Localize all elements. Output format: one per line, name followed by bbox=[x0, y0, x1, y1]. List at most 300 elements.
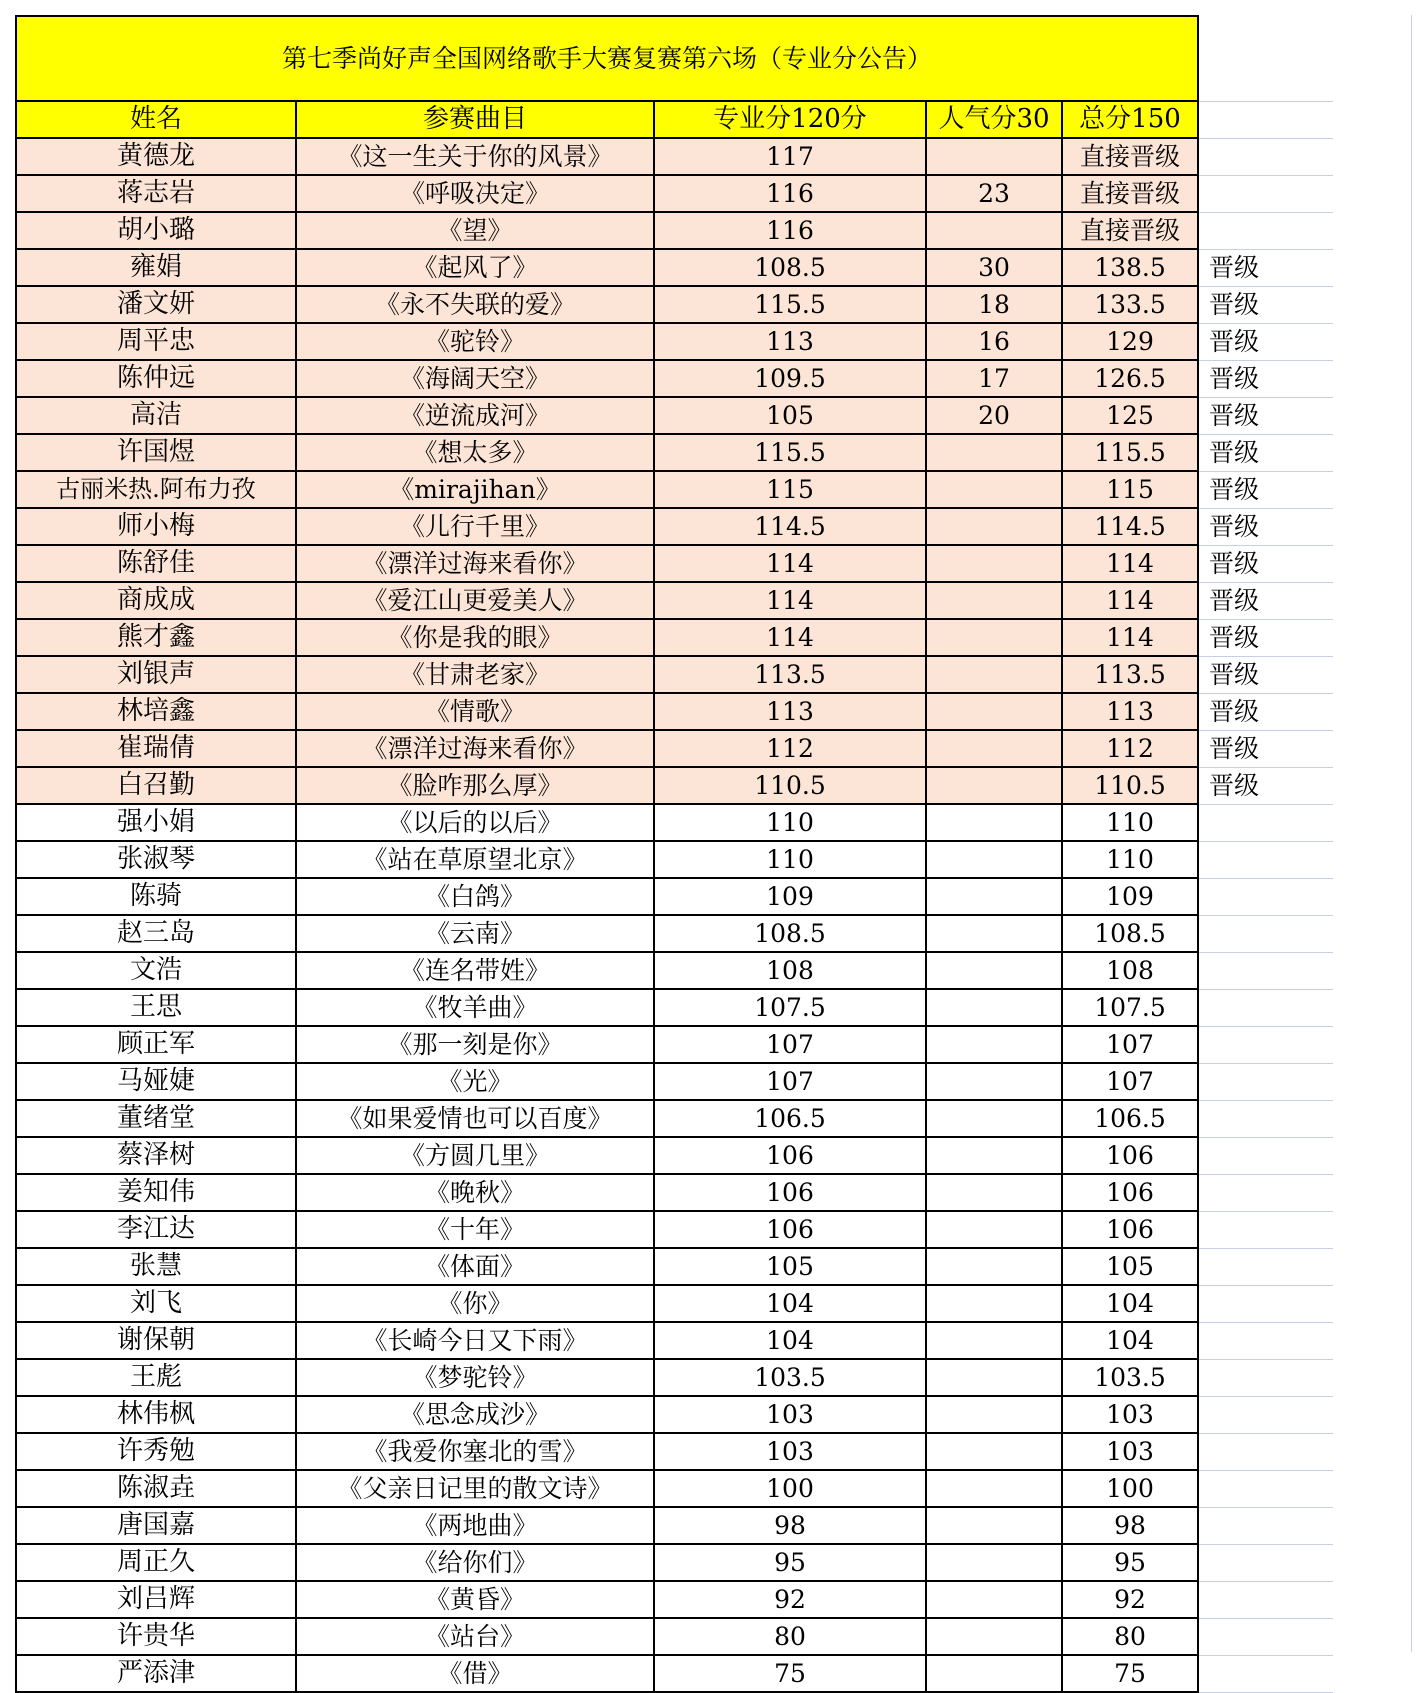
cell-popularity[interactable]: 17 bbox=[926, 360, 1062, 397]
cell-status[interactable] bbox=[1198, 915, 1333, 952]
cell-song[interactable]: 《海阔天空》 bbox=[296, 360, 654, 397]
cell-popularity[interactable] bbox=[926, 915, 1062, 952]
cell-song[interactable]: 《呼吸决定》 bbox=[296, 175, 654, 212]
cell-total[interactable]: 92 bbox=[1062, 1581, 1198, 1618]
cell-song[interactable]: 《梦驼铃》 bbox=[296, 1359, 654, 1396]
cell-total[interactable]: 107 bbox=[1062, 1026, 1198, 1063]
cell-name[interactable]: 崔瑞倩 bbox=[16, 730, 296, 767]
empty-cell[interactable] bbox=[1198, 16, 1333, 101]
cell-song[interactable]: 《儿行千里》 bbox=[296, 508, 654, 545]
cell-name[interactable]: 白召勤 bbox=[16, 767, 296, 804]
cell-total[interactable]: 104 bbox=[1062, 1285, 1198, 1322]
table-row bbox=[16, 767, 1333, 804]
cell-pro-score[interactable]: 103.5 bbox=[654, 1359, 926, 1396]
cell-total[interactable]: 113 bbox=[1062, 693, 1198, 730]
cell-popularity[interactable] bbox=[926, 989, 1062, 1026]
cell-song[interactable]: 《想太多》 bbox=[296, 434, 654, 471]
table-row bbox=[16, 1063, 1333, 1100]
cell-song[interactable]: 《情歌》 bbox=[296, 693, 654, 730]
cell-name[interactable]: 黄德龙 bbox=[16, 138, 296, 175]
cell-total[interactable]: 直接晋级 bbox=[1062, 138, 1198, 175]
cell-total[interactable]: 129 bbox=[1062, 323, 1198, 360]
table-row bbox=[16, 693, 1333, 730]
cell-status[interactable]: 晋级 bbox=[1198, 656, 1333, 693]
cell-popularity[interactable] bbox=[926, 693, 1062, 730]
cell-song[interactable]: 《两地曲》 bbox=[296, 1507, 654, 1544]
cell-pro-score[interactable]: 106.5 bbox=[654, 1100, 926, 1137]
cell-popularity[interactable] bbox=[926, 1285, 1062, 1322]
cell-total[interactable]: 114.5 bbox=[1062, 508, 1198, 545]
cell-popularity[interactable] bbox=[926, 767, 1062, 804]
cell-total[interactable]: 133.5 bbox=[1062, 286, 1198, 323]
cell-name[interactable]: 熊才鑫 bbox=[16, 619, 296, 656]
cell-total[interactable]: 114 bbox=[1062, 545, 1198, 582]
cell-popularity[interactable] bbox=[926, 545, 1062, 582]
cell-song[interactable]: 《漂洋过海来看你》 bbox=[296, 730, 654, 767]
cell-pro-score[interactable]: 109.5 bbox=[654, 360, 926, 397]
cell-name[interactable]: 刘飞 bbox=[16, 1285, 296, 1322]
cell-status[interactable]: 晋级 bbox=[1198, 619, 1333, 656]
cell-popularity[interactable] bbox=[926, 952, 1062, 989]
cell-status[interactable] bbox=[1198, 1211, 1333, 1248]
cell-name[interactable]: 张慧 bbox=[16, 1248, 296, 1285]
cell-pro-score[interactable]: 98 bbox=[654, 1507, 926, 1544]
cell-popularity[interactable] bbox=[926, 804, 1062, 841]
cell-popularity[interactable] bbox=[926, 1544, 1062, 1581]
cell-total[interactable]: 115.5 bbox=[1062, 434, 1198, 471]
cell-status[interactable]: 晋级 bbox=[1198, 767, 1333, 804]
cell-pro-score[interactable]: 103 bbox=[654, 1396, 926, 1433]
cell-status[interactable]: 晋级 bbox=[1198, 323, 1333, 360]
table-row bbox=[16, 619, 1333, 656]
cell-name[interactable]: 林培鑫 bbox=[16, 693, 296, 730]
cell-pro-score[interactable]: 114 bbox=[654, 619, 926, 656]
cell-popularity[interactable] bbox=[926, 1470, 1062, 1507]
cell-name[interactable]: 唐国嘉 bbox=[16, 1507, 296, 1544]
cell-pro-score[interactable]: 106 bbox=[654, 1174, 926, 1211]
cell-song[interactable]: 《mirajihan》 bbox=[296, 471, 654, 508]
cell-status[interactable] bbox=[1198, 952, 1333, 989]
cell-pro-score[interactable]: 105 bbox=[654, 1248, 926, 1285]
cell-name[interactable]: 潘文妍 bbox=[16, 286, 296, 323]
table-row bbox=[16, 175, 1333, 212]
cell-status[interactable]: 晋级 bbox=[1198, 434, 1333, 471]
cell-song[interactable]: 《借》 bbox=[296, 1655, 654, 1692]
cell-status[interactable] bbox=[1198, 878, 1333, 915]
cell-popularity[interactable] bbox=[926, 1359, 1062, 1396]
cell-total[interactable]: 114 bbox=[1062, 582, 1198, 619]
table-row bbox=[16, 1433, 1333, 1470]
cell-status[interactable]: 晋级 bbox=[1198, 360, 1333, 397]
cell-total[interactable]: 106.5 bbox=[1062, 1100, 1198, 1137]
cell-name[interactable]: 雍娟 bbox=[16, 249, 296, 286]
cell-popularity[interactable] bbox=[926, 1211, 1062, 1248]
cell-pro-score[interactable]: 105 bbox=[654, 397, 926, 434]
cell-name[interactable]: 赵三岛 bbox=[16, 915, 296, 952]
cell-status[interactable]: 晋级 bbox=[1198, 545, 1333, 582]
cell-status[interactable] bbox=[1198, 212, 1333, 249]
cell-total[interactable]: 138.5 bbox=[1062, 249, 1198, 286]
cell-name[interactable]: 文浩 bbox=[16, 952, 296, 989]
cell-song[interactable]: 《晚秋》 bbox=[296, 1174, 654, 1211]
cell-pro-score[interactable]: 115.5 bbox=[654, 286, 926, 323]
cell-pro-score[interactable]: 103 bbox=[654, 1433, 926, 1470]
cell-total[interactable]: 114 bbox=[1062, 619, 1198, 656]
cell-total[interactable]: 110 bbox=[1062, 841, 1198, 878]
table-row bbox=[16, 249, 1333, 286]
table-row bbox=[16, 1211, 1333, 1248]
table-row bbox=[16, 1581, 1333, 1618]
cell-song[interactable]: 《牧羊曲》 bbox=[296, 989, 654, 1026]
cell-popularity[interactable] bbox=[926, 1137, 1062, 1174]
cell-popularity[interactable] bbox=[926, 1063, 1062, 1100]
cell-name[interactable]: 张淑琴 bbox=[16, 841, 296, 878]
cell-pro-score[interactable]: 75 bbox=[654, 1655, 926, 1692]
cell-popularity[interactable] bbox=[926, 1618, 1062, 1655]
cell-pro-score[interactable]: 110 bbox=[654, 804, 926, 841]
cell-song[interactable]: 《光》 bbox=[296, 1063, 654, 1100]
cell-name[interactable]: 严添津 bbox=[16, 1655, 296, 1692]
cell-pro-score[interactable]: 108 bbox=[654, 952, 926, 989]
cell-name[interactable]: 王彪 bbox=[16, 1359, 296, 1396]
cell-song[interactable]: 《那一刻是你》 bbox=[296, 1026, 654, 1063]
cell-popularity[interactable] bbox=[926, 730, 1062, 767]
cell-pro-score[interactable]: 113 bbox=[654, 693, 926, 730]
cell-name[interactable]: 谢保朝 bbox=[16, 1322, 296, 1359]
table-row bbox=[16, 804, 1333, 841]
cell-popularity[interactable]: 20 bbox=[926, 397, 1062, 434]
cell-popularity[interactable] bbox=[926, 878, 1062, 915]
cell-total[interactable]: 108.5 bbox=[1062, 915, 1198, 952]
header-row bbox=[16, 101, 1333, 138]
cell-name[interactable]: 许秀勉 bbox=[16, 1433, 296, 1470]
cell-pro-score[interactable]: 110.5 bbox=[654, 767, 926, 804]
table-row bbox=[16, 841, 1333, 878]
cell-name[interactable]: 古丽米热.阿布力孜 bbox=[16, 471, 296, 508]
cell-pro-score[interactable]: 92 bbox=[654, 1581, 926, 1618]
sheet-right-gridline bbox=[1411, 15, 1412, 1652]
cell-popularity[interactable] bbox=[926, 619, 1062, 656]
cell-total[interactable]: 115 bbox=[1062, 471, 1198, 508]
cell-total[interactable]: 107 bbox=[1062, 1063, 1198, 1100]
cell-status[interactable] bbox=[1198, 1285, 1333, 1322]
cell-song[interactable]: 《起风了》 bbox=[296, 249, 654, 286]
cell-name[interactable]: 高洁 bbox=[16, 397, 296, 434]
cell-song[interactable]: 《方圆几里》 bbox=[296, 1137, 654, 1174]
cell-popularity[interactable] bbox=[926, 1248, 1062, 1285]
cell-name[interactable]: 周正久 bbox=[16, 1544, 296, 1581]
table-row bbox=[16, 730, 1333, 767]
table-row bbox=[16, 1137, 1333, 1174]
table-row bbox=[16, 1655, 1333, 1692]
cell-name[interactable]: 陈仲远 bbox=[16, 360, 296, 397]
cell-status[interactable] bbox=[1198, 1433, 1333, 1470]
cell-status[interactable] bbox=[1198, 1544, 1333, 1581]
table-row bbox=[16, 286, 1333, 323]
cell-status[interactable]: 晋级 bbox=[1198, 471, 1333, 508]
cell-pro-score[interactable]: 104 bbox=[654, 1322, 926, 1359]
cell-status[interactable]: 晋级 bbox=[1198, 397, 1333, 434]
cell-name[interactable]: 刘吕辉 bbox=[16, 1581, 296, 1618]
cell-total[interactable]: 105 bbox=[1062, 1248, 1198, 1285]
cell-name[interactable]: 马娅婕 bbox=[16, 1063, 296, 1100]
cell-total[interactable]: 98 bbox=[1062, 1507, 1198, 1544]
cell-total[interactable]: 106 bbox=[1062, 1174, 1198, 1211]
cell-pro-score[interactable]: 110 bbox=[654, 841, 926, 878]
cell-pro-score[interactable]: 104 bbox=[654, 1285, 926, 1322]
cell-popularity[interactable] bbox=[926, 434, 1062, 471]
cell-total[interactable]: 109 bbox=[1062, 878, 1198, 915]
table-row bbox=[16, 989, 1333, 1026]
cell-pro-score[interactable]: 106 bbox=[654, 1211, 926, 1248]
cell-total[interactable]: 110.5 bbox=[1062, 767, 1198, 804]
cell-name[interactable]: 许国煜 bbox=[16, 434, 296, 471]
cell-popularity[interactable] bbox=[926, 656, 1062, 693]
cell-status[interactable] bbox=[1198, 804, 1333, 841]
cell-popularity[interactable] bbox=[926, 212, 1062, 249]
cell-song[interactable]: 《站在草原望北京》 bbox=[296, 841, 654, 878]
cell-popularity[interactable] bbox=[926, 1396, 1062, 1433]
cell-total[interactable]: 112 bbox=[1062, 730, 1198, 767]
cell-pro-score[interactable]: 114.5 bbox=[654, 508, 926, 545]
cell-popularity[interactable]: 30 bbox=[926, 249, 1062, 286]
cell-pro-score[interactable]: 117 bbox=[654, 138, 926, 175]
cell-status[interactable] bbox=[1198, 1581, 1333, 1618]
cell-pro-score[interactable]: 114 bbox=[654, 545, 926, 582]
cell-total[interactable]: 113.5 bbox=[1062, 656, 1198, 693]
table-row bbox=[16, 212, 1333, 249]
cell-total[interactable]: 103.5 bbox=[1062, 1359, 1198, 1396]
table-row bbox=[16, 1544, 1333, 1581]
cell-status[interactable] bbox=[1198, 989, 1333, 1026]
cell-name[interactable]: 师小梅 bbox=[16, 508, 296, 545]
cell-name[interactable]: 陈淑垚 bbox=[16, 1470, 296, 1507]
cell-total[interactable]: 107.5 bbox=[1062, 989, 1198, 1026]
cell-popularity[interactable] bbox=[926, 508, 1062, 545]
cell-pro-score[interactable]: 100 bbox=[654, 1470, 926, 1507]
cell-song[interactable]: 《给你们》 bbox=[296, 1544, 654, 1581]
cell-total[interactable]: 80 bbox=[1062, 1618, 1198, 1655]
cell-song[interactable]: 《思念成沙》 bbox=[296, 1396, 654, 1433]
cell-song[interactable]: 《父亲日记里的散文诗》 bbox=[296, 1470, 654, 1507]
cell-pro-score[interactable]: 113.5 bbox=[654, 656, 926, 693]
cell-name[interactable]: 蔡泽树 bbox=[16, 1137, 296, 1174]
cell-pro-score[interactable]: 95 bbox=[654, 1544, 926, 1581]
cell-song[interactable]: 《连名带姓》 bbox=[296, 952, 654, 989]
cell-song[interactable]: 《站台》 bbox=[296, 1618, 654, 1655]
cell-name[interactable]: 陈骑 bbox=[16, 878, 296, 915]
cell-popularity[interactable] bbox=[926, 582, 1062, 619]
cell-song[interactable]: 《十年》 bbox=[296, 1211, 654, 1248]
column-header-popularity[interactable]: 人气分30 bbox=[926, 101, 1062, 138]
cell-name[interactable]: 胡小璐 bbox=[16, 212, 296, 249]
cell-name[interactable]: 董绪堂 bbox=[16, 1100, 296, 1137]
cell-name[interactable]: 周平忠 bbox=[16, 323, 296, 360]
cell-total[interactable]: 108 bbox=[1062, 952, 1198, 989]
cell-song[interactable]: 《甘肃老家》 bbox=[296, 656, 654, 693]
cell-total[interactable]: 110 bbox=[1062, 804, 1198, 841]
table-row bbox=[16, 434, 1333, 471]
cell-popularity[interactable] bbox=[926, 1174, 1062, 1211]
table-row bbox=[16, 138, 1333, 175]
table-row bbox=[16, 1396, 1333, 1433]
cell-name[interactable]: 姜知伟 bbox=[16, 1174, 296, 1211]
cell-status[interactable] bbox=[1198, 1470, 1333, 1507]
cell-total[interactable]: 103 bbox=[1062, 1433, 1198, 1470]
cell-popularity[interactable] bbox=[926, 138, 1062, 175]
cell-song[interactable]: 《逆流成河》 bbox=[296, 397, 654, 434]
table-row bbox=[16, 1507, 1333, 1544]
cell-popularity[interactable] bbox=[926, 841, 1062, 878]
cell-popularity[interactable]: 23 bbox=[926, 175, 1062, 212]
cell-name[interactable]: 刘银声 bbox=[16, 656, 296, 693]
cell-song[interactable]: 《脸咋那么厚》 bbox=[296, 767, 654, 804]
cell-song[interactable]: 《驼铃》 bbox=[296, 323, 654, 360]
column-header-name[interactable]: 姓名 bbox=[16, 101, 296, 138]
cell-status[interactable]: 晋级 bbox=[1198, 582, 1333, 619]
table-row bbox=[16, 1248, 1333, 1285]
cell-total[interactable]: 104 bbox=[1062, 1322, 1198, 1359]
table-row bbox=[16, 1470, 1333, 1507]
cell-song[interactable]: 《长崎今日又下雨》 bbox=[296, 1322, 654, 1359]
cell-song[interactable]: 《你是我的眼》 bbox=[296, 619, 654, 656]
column-header-total[interactable]: 总分150 bbox=[1062, 101, 1198, 138]
cell-status[interactable] bbox=[1198, 1137, 1333, 1174]
cell-status[interactable] bbox=[1198, 1100, 1333, 1137]
cell-name[interactable]: 商成成 bbox=[16, 582, 296, 619]
cell-pro-score[interactable]: 116 bbox=[654, 175, 926, 212]
cell-pro-score[interactable]: 109 bbox=[654, 878, 926, 915]
cell-total[interactable]: 125 bbox=[1062, 397, 1198, 434]
cell-status[interactable] bbox=[1198, 1026, 1333, 1063]
cell-pro-score[interactable]: 80 bbox=[654, 1618, 926, 1655]
cell-pro-score[interactable]: 107 bbox=[654, 1026, 926, 1063]
title-row bbox=[16, 16, 1333, 101]
cell-pro-score[interactable]: 107 bbox=[654, 1063, 926, 1100]
table-row bbox=[16, 1026, 1333, 1063]
table-row bbox=[16, 1174, 1333, 1211]
cell-song[interactable]: 《永不失联的爱》 bbox=[296, 286, 654, 323]
table-row bbox=[16, 471, 1333, 508]
cell-name[interactable]: 许贵华 bbox=[16, 1618, 296, 1655]
cell-status[interactable]: 晋级 bbox=[1198, 249, 1333, 286]
table-row bbox=[16, 1618, 1333, 1655]
cell-pro-score[interactable]: 116 bbox=[654, 212, 926, 249]
cell-pro-score[interactable]: 115.5 bbox=[654, 434, 926, 471]
cell-song[interactable]: 《如果爱情也可以百度》 bbox=[296, 1100, 654, 1137]
cell-song[interactable]: 《以后的以后》 bbox=[296, 804, 654, 841]
table-row bbox=[16, 545, 1333, 582]
cell-name[interactable]: 王思 bbox=[16, 989, 296, 1026]
column-header-pro-score[interactable]: 专业分120分 bbox=[654, 101, 926, 138]
cell-popularity[interactable] bbox=[926, 1100, 1062, 1137]
column-header-song[interactable]: 参赛曲目 bbox=[296, 101, 654, 138]
cell-status[interactable] bbox=[1198, 138, 1333, 175]
cell-status[interactable] bbox=[1198, 1507, 1333, 1544]
cell-popularity[interactable]: 16 bbox=[926, 323, 1062, 360]
cell-name[interactable]: 林伟枫 bbox=[16, 1396, 296, 1433]
cell-pro-score[interactable]: 115 bbox=[654, 471, 926, 508]
cell-status[interactable] bbox=[1198, 1396, 1333, 1433]
cell-status[interactable]: 晋级 bbox=[1198, 286, 1333, 323]
cell-popularity[interactable] bbox=[926, 1655, 1062, 1692]
cell-status[interactable] bbox=[1198, 841, 1333, 878]
cell-pro-score[interactable]: 106 bbox=[654, 1137, 926, 1174]
cell-song[interactable]: 《望》 bbox=[296, 212, 654, 249]
cell-total[interactable]: 106 bbox=[1062, 1211, 1198, 1248]
cell-popularity[interactable] bbox=[926, 471, 1062, 508]
table-row bbox=[16, 323, 1333, 360]
cell-status[interactable]: 晋级 bbox=[1198, 730, 1333, 767]
table-row bbox=[16, 582, 1333, 619]
cell-total[interactable]: 95 bbox=[1062, 1544, 1198, 1581]
cell-name[interactable]: 蒋志岩 bbox=[16, 175, 296, 212]
cell-status[interactable] bbox=[1198, 1618, 1333, 1655]
cell-popularity[interactable] bbox=[926, 1026, 1062, 1063]
cell-status[interactable] bbox=[1198, 1063, 1333, 1100]
page-title: 第七季尚好声全国网络歌手大赛复赛第六场（专业分公告） bbox=[16, 16, 1198, 101]
cell-song[interactable]: 《云南》 bbox=[296, 915, 654, 952]
cell-pro-score[interactable]: 113 bbox=[654, 323, 926, 360]
cell-total[interactable]: 直接晋级 bbox=[1062, 212, 1198, 249]
cell-total[interactable]: 100 bbox=[1062, 1470, 1198, 1507]
cell-name[interactable]: 李江达 bbox=[16, 1211, 296, 1248]
cell-total[interactable]: 126.5 bbox=[1062, 360, 1198, 397]
cell-status[interactable] bbox=[1198, 175, 1333, 212]
cell-pro-score[interactable]: 112 bbox=[654, 730, 926, 767]
cell-total[interactable]: 103 bbox=[1062, 1396, 1198, 1433]
cell-song[interactable]: 《体面》 bbox=[296, 1248, 654, 1285]
cell-popularity[interactable] bbox=[926, 1322, 1062, 1359]
table-row bbox=[16, 952, 1333, 989]
cell-popularity[interactable] bbox=[926, 1433, 1062, 1470]
cell-status[interactable] bbox=[1198, 1174, 1333, 1211]
cell-status[interactable]: 晋级 bbox=[1198, 508, 1333, 545]
empty-cell[interactable] bbox=[1198, 101, 1333, 138]
cell-song[interactable]: 《我爱你塞北的雪》 bbox=[296, 1433, 654, 1470]
cell-song[interactable]: 《这一生关于你的风景》 bbox=[296, 138, 654, 175]
cell-song[interactable]: 《漂洋过海来看你》 bbox=[296, 545, 654, 582]
cell-popularity[interactable] bbox=[926, 1507, 1062, 1544]
cell-pro-score[interactable]: 108.5 bbox=[654, 915, 926, 952]
table-row bbox=[16, 360, 1333, 397]
cell-total[interactable]: 106 bbox=[1062, 1137, 1198, 1174]
cell-total[interactable]: 75 bbox=[1062, 1655, 1198, 1692]
cell-status[interactable] bbox=[1198, 1322, 1333, 1359]
table-row bbox=[16, 397, 1333, 434]
cell-name[interactable]: 强小娟 bbox=[16, 804, 296, 841]
table-row bbox=[16, 508, 1333, 545]
cell-status[interactable] bbox=[1198, 1655, 1333, 1692]
cell-total[interactable]: 直接晋级 bbox=[1062, 175, 1198, 212]
cell-pro-score[interactable]: 108.5 bbox=[654, 249, 926, 286]
cell-song[interactable]: 《你》 bbox=[296, 1285, 654, 1322]
table-row bbox=[16, 1285, 1333, 1322]
cell-name[interactable]: 顾正军 bbox=[16, 1026, 296, 1063]
cell-song[interactable]: 《黄昏》 bbox=[296, 1581, 654, 1618]
cell-status[interactable] bbox=[1198, 1359, 1333, 1396]
cell-song[interactable]: 《白鸽》 bbox=[296, 878, 654, 915]
cell-status[interactable]: 晋级 bbox=[1198, 693, 1333, 730]
cell-pro-score[interactable]: 107.5 bbox=[654, 989, 926, 1026]
cell-status[interactable] bbox=[1198, 1248, 1333, 1285]
cell-pro-score[interactable]: 114 bbox=[654, 582, 926, 619]
cell-popularity[interactable]: 18 bbox=[926, 286, 1062, 323]
score-table bbox=[15, 15, 1333, 1693]
cell-song[interactable]: 《爱江山更爱美人》 bbox=[296, 582, 654, 619]
cell-popularity[interactable] bbox=[926, 1581, 1062, 1618]
cell-name[interactable]: 陈舒佳 bbox=[16, 545, 296, 582]
